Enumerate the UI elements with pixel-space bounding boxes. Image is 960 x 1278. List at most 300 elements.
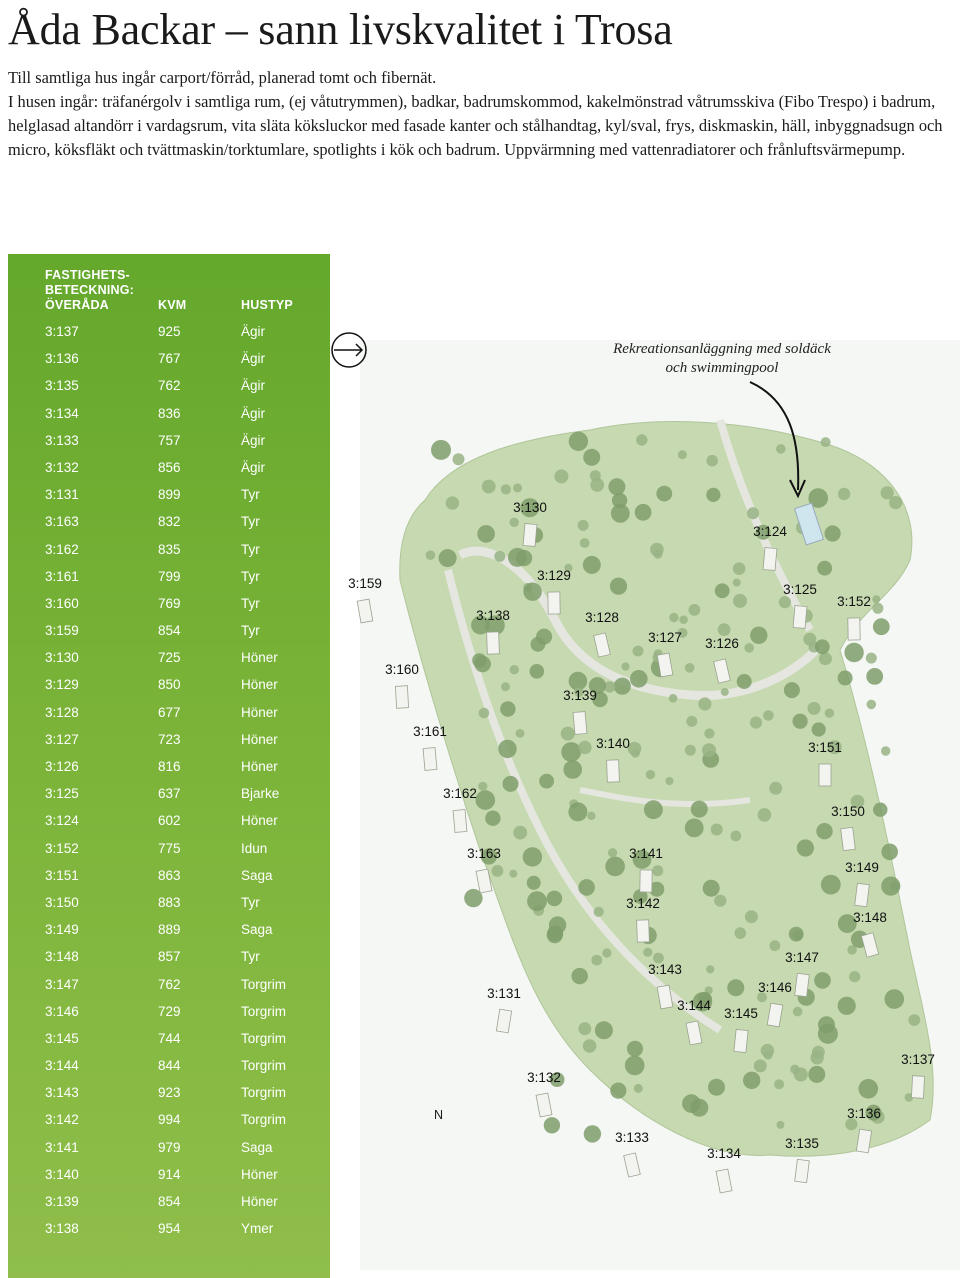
plot-label: 3:140 <box>596 736 630 751</box>
tree-mark <box>523 847 542 866</box>
tree-mark <box>477 525 495 543</box>
property-id: 3:152 <box>45 840 79 856</box>
tree-mark <box>530 664 545 679</box>
tree-mark <box>652 865 663 876</box>
table-row <box>8 481 330 508</box>
plot-label: 3:129 <box>537 568 571 583</box>
tree-mark <box>743 1072 760 1089</box>
house-mark <box>487 632 500 654</box>
tree-mark <box>561 727 575 741</box>
table-row <box>8 372 330 399</box>
property-id: 3:143 <box>45 1085 79 1101</box>
property-id: 3:151 <box>45 867 79 883</box>
house-type: Ymer <box>241 1221 274 1237</box>
house-mark <box>548 592 560 614</box>
house-type: Tyr <box>241 595 260 611</box>
tree-mark <box>476 790 496 810</box>
kvm-value: 602 <box>158 813 181 829</box>
kvm-value: 979 <box>158 1139 181 1155</box>
house-type: Torgrim <box>241 1058 287 1074</box>
plot-label: 3:138 <box>476 608 510 623</box>
house-mark <box>841 827 856 850</box>
house-type: Tyr <box>241 487 260 503</box>
page-title: Åda Backar – sann livskvalitet i Trosa <box>8 5 673 54</box>
table-row <box>8 1188 330 1215</box>
house-mark <box>795 973 810 996</box>
kvm-value: 854 <box>158 1194 181 1209</box>
property-id: 3:146 <box>45 1003 79 1019</box>
tree-mark <box>510 665 519 674</box>
tree-mark <box>634 1084 643 1093</box>
tree-mark <box>872 603 883 614</box>
property-id: 3:130 <box>45 650 79 666</box>
tree-mark <box>547 925 563 941</box>
kvm-value: 836 <box>158 405 181 421</box>
tree-mark <box>513 483 522 492</box>
tree-mark <box>744 643 754 653</box>
tree-mark <box>479 708 490 719</box>
tree-mark <box>630 670 648 688</box>
tree-mark <box>690 1099 708 1117</box>
tree-mark <box>633 646 644 657</box>
plot-label: 3:130 <box>513 500 547 515</box>
tree-mark <box>513 826 527 840</box>
tree-mark <box>784 682 800 698</box>
house-type: Höner <box>241 813 278 829</box>
tree-mark <box>578 520 589 531</box>
tree-mark <box>669 694 678 703</box>
table-row <box>8 862 330 889</box>
property-id: 3:144 <box>45 1058 79 1074</box>
kvm-value: 854 <box>158 623 181 639</box>
plot-label: 3:127 <box>648 630 682 645</box>
tree-mark <box>583 449 600 466</box>
plot-label: 3:159 <box>348 576 382 591</box>
house-mark <box>795 1159 810 1182</box>
tree-mark <box>733 579 741 587</box>
tree-mark <box>821 875 841 895</box>
intro-text <box>8 66 953 162</box>
tree-mark <box>815 639 830 654</box>
plot-label: 3:163 <box>467 846 501 861</box>
tree-mark <box>819 652 832 665</box>
tree-mark <box>873 803 887 817</box>
tree-mark <box>698 697 711 710</box>
tree-mark <box>643 948 652 957</box>
kvm-value: 856 <box>158 459 181 475</box>
tree-mark <box>610 1083 626 1099</box>
tree-mark <box>881 746 890 755</box>
house-type: Saga <box>241 867 273 883</box>
tree-mark <box>446 496 459 509</box>
house-type: Tyr <box>241 949 260 965</box>
kvm-value: 762 <box>158 378 181 394</box>
house-type: Torgrim <box>241 1030 287 1046</box>
tree-mark <box>838 997 856 1015</box>
tree-mark <box>770 940 781 951</box>
site-map <box>330 330 960 1278</box>
house-type: Idun <box>241 840 268 856</box>
tree-mark <box>594 907 604 917</box>
tree-mark <box>516 729 525 738</box>
tree-mark <box>554 469 568 483</box>
tree-mark <box>501 682 510 691</box>
tree-mark <box>706 455 718 467</box>
tree-mark <box>750 717 762 729</box>
tree-mark <box>873 618 890 635</box>
house-type: Tyr <box>241 514 260 530</box>
kvm-value: 954 <box>158 1221 181 1237</box>
tree-mark <box>763 710 774 721</box>
tree-mark <box>685 819 704 838</box>
tree-mark <box>808 1066 825 1083</box>
house-type: Tyr <box>241 568 260 584</box>
table-row <box>8 916 330 943</box>
plot-label: 3:162 <box>443 786 477 801</box>
tree-mark <box>812 722 826 736</box>
property-id: 3:149 <box>45 922 79 938</box>
table-row <box>8 943 330 970</box>
tree-mark <box>478 782 487 791</box>
plot-label: 3:148 <box>853 910 887 925</box>
house-mark <box>607 760 620 782</box>
kvm-value: 844 <box>158 1058 181 1074</box>
house-type: Ägir <box>241 432 266 448</box>
table-row <box>8 1025 330 1052</box>
tree-mark <box>730 831 741 842</box>
kvm-value: 857 <box>158 949 181 965</box>
plot-label: 3:144 <box>677 998 711 1013</box>
house-type: Tyr <box>241 623 260 639</box>
house-mark <box>573 712 587 735</box>
tree-mark <box>500 701 515 716</box>
tree-mark <box>474 656 491 673</box>
tree-mark <box>825 709 834 718</box>
property-id: 3:145 <box>45 1030 79 1046</box>
tree-mark <box>679 615 688 624</box>
recreation-note: Rekreationsanläggning med soldäck och swimmingpool <box>613 341 831 376</box>
tree-mark <box>646 770 655 779</box>
kvm-value: 762 <box>158 976 181 992</box>
table-row <box>8 889 330 916</box>
house-type: Ägir <box>241 351 266 367</box>
house-mark <box>640 870 652 892</box>
header-kvm: KVM <box>158 298 187 312</box>
property-id: 3:128 <box>45 704 79 720</box>
property-id: 3:135 <box>45 378 79 394</box>
tree-mark <box>590 470 601 481</box>
intro-line-2: I husen ingår: träfanérgolv i samtliga rum, (ej våtutrymmen), badkar, badrumskommod, kakelmönstrad våtrumsskiva (Fibo Trespo) i badrum, helglasad altandörr i vardagsrum, vita släta köksluckor med fasade kanter och stålhandtag, kyl/sval, frys, diskmaskin, häll, inbyggnadsugn och micro, köksfläkt och tvättmaskin/torktumlare, spotlights i kök och badrum. Uppvärmning med vattenradiatorer och frånluftsvärmepump. <box>8 92 943 159</box>
plot-label: 3:160 <box>385 662 419 677</box>
house-mark <box>395 686 408 709</box>
plot-label: 3:142 <box>626 896 660 911</box>
tree-mark <box>747 507 759 519</box>
header-property: FASTIGHETS- BETECKNING: ÖVERÅDA <box>45 268 135 312</box>
header-type: HUSTYP <box>241 298 293 312</box>
house-type: Ägir <box>241 324 266 339</box>
tree-mark <box>583 1039 597 1053</box>
tree-mark <box>610 578 627 595</box>
house-type: Höner <box>241 759 278 774</box>
house-mark <box>848 618 860 640</box>
tree-mark <box>706 965 714 973</box>
tree-mark <box>627 1041 643 1057</box>
house-type: Saga <box>241 1139 273 1155</box>
property-id: 3:148 <box>45 949 79 965</box>
plot-label: 3:131 <box>487 986 521 1001</box>
tree-mark <box>426 550 436 560</box>
house-type: Ägir <box>241 378 266 394</box>
plot-label: 3:137 <box>901 1052 935 1067</box>
kvm-value: 914 <box>158 1166 181 1182</box>
kvm-value: 744 <box>158 1030 181 1046</box>
tree-mark <box>583 556 601 574</box>
tree-mark <box>816 823 832 839</box>
tree-mark <box>587 812 595 820</box>
plot-label: 3:149 <box>845 860 879 875</box>
property-id: 3:126 <box>45 759 79 774</box>
tree-mark <box>793 1007 803 1017</box>
kvm-value: 637 <box>158 786 181 802</box>
house-type: Torgrim <box>241 976 287 992</box>
tree-mark <box>485 811 500 826</box>
kvm-value: 923 <box>158 1085 181 1101</box>
plot-label: 3:161 <box>413 724 447 739</box>
kvm-value: 775 <box>158 840 181 856</box>
tree-mark <box>776 1121 784 1129</box>
tree-mark <box>779 596 791 608</box>
house-type: Höner <box>241 677 278 693</box>
tree-mark <box>580 538 590 548</box>
tree-mark <box>508 548 527 567</box>
plot-label: 3:134 <box>707 1146 741 1161</box>
house-type: Ägir <box>241 459 266 475</box>
tree-mark <box>737 674 752 689</box>
compass-icon <box>330 330 370 370</box>
tree-mark <box>547 891 563 907</box>
house-mark <box>734 1029 748 1052</box>
tree-mark <box>866 668 883 685</box>
tree-mark <box>733 594 747 608</box>
property-id: 3:140 <box>45 1166 79 1182</box>
plot-label: 3:135 <box>785 1136 819 1151</box>
tree-mark <box>482 480 496 494</box>
tree-mark <box>825 525 841 541</box>
tree-mark <box>735 927 747 939</box>
tree-mark <box>531 637 546 652</box>
property-id: 3:131 <box>45 487 79 503</box>
tree-mark <box>614 678 631 695</box>
house-mark <box>793 606 807 629</box>
tree-mark <box>595 1021 613 1039</box>
property-id: 3:139 <box>45 1194 79 1209</box>
tree-mark <box>656 486 672 502</box>
tree-mark <box>561 742 581 762</box>
kvm-value: 835 <box>158 541 181 557</box>
plot-label: 3:133 <box>615 1130 649 1145</box>
house-mark <box>911 1076 924 1099</box>
kvm-value: 994 <box>158 1112 181 1128</box>
tree-mark <box>591 955 602 966</box>
tree-mark <box>727 979 744 996</box>
property-id: 3:127 <box>45 731 79 747</box>
house-type: Torgrim <box>241 1112 287 1128</box>
property-table <box>8 254 330 1278</box>
property-id: 3:159 <box>45 623 79 639</box>
table-row <box>8 1134 330 1161</box>
tree-mark <box>715 583 730 598</box>
tree-mark <box>881 844 898 861</box>
tree-mark <box>563 760 582 779</box>
plot-label: 3:146 <box>758 980 792 995</box>
plot-label: 3:147 <box>785 950 819 965</box>
house-type: Ägir <box>241 405 266 421</box>
property-id: 3:161 <box>45 568 79 584</box>
property-id: 3:129 <box>45 677 79 693</box>
tree-mark <box>774 1079 784 1089</box>
tree-mark <box>644 800 663 819</box>
tree-mark <box>702 743 716 757</box>
tree-mark <box>721 688 729 696</box>
property-id: 3:163 <box>45 514 79 530</box>
tree-mark <box>703 880 720 897</box>
tree-mark <box>769 782 782 795</box>
plot-label: 3:124 <box>753 524 787 539</box>
tree-mark <box>754 1059 767 1072</box>
table-row <box>8 807 330 834</box>
table-row <box>8 1106 330 1133</box>
tree-mark <box>821 437 831 447</box>
table-row <box>8 617 330 644</box>
kvm-value: 850 <box>158 677 181 693</box>
tree-mark <box>866 653 877 664</box>
table-row <box>8 563 330 590</box>
tree-mark <box>859 1079 879 1099</box>
property-id: 3:147 <box>45 976 79 992</box>
tree-mark <box>539 774 554 789</box>
property-id: 3:138 <box>45 1221 79 1237</box>
tree-mark <box>635 504 652 521</box>
house-mark <box>523 524 537 547</box>
tree-mark <box>814 972 831 989</box>
tree-mark <box>527 876 541 890</box>
table-row <box>8 699 330 726</box>
tree-mark <box>704 728 714 738</box>
table-row <box>8 590 330 617</box>
table-row <box>8 427 330 454</box>
house-type: Bjarke <box>241 786 280 802</box>
property-id: 3:142 <box>45 1112 79 1128</box>
property-id: 3:134 <box>45 405 79 421</box>
property-id: 3:162 <box>45 541 79 557</box>
tree-mark <box>578 879 595 896</box>
property-id: 3:136 <box>45 351 79 367</box>
tree-mark <box>666 777 674 785</box>
house-type: Höner <box>241 650 278 666</box>
tree-mark <box>761 1044 774 1057</box>
tree-mark <box>439 549 457 567</box>
tree-mark <box>578 1022 591 1035</box>
tree-mark <box>523 583 541 601</box>
kvm-value: 832 <box>158 514 181 530</box>
tree-mark <box>608 848 617 857</box>
tree-mark <box>503 776 519 792</box>
tree-mark <box>812 1046 825 1059</box>
table-row <box>8 753 330 780</box>
property-id: 3:150 <box>45 894 79 910</box>
tree-mark <box>844 643 863 662</box>
property-id: 3:160 <box>45 595 79 611</box>
tree-mark <box>718 623 731 636</box>
table-row <box>8 1161 330 1188</box>
tree-mark <box>492 865 504 877</box>
kvm-value: 925 <box>158 324 181 339</box>
tree-mark <box>501 484 511 494</box>
table-row <box>8 1079 330 1106</box>
kvm-value: 889 <box>158 922 181 938</box>
tree-mark <box>706 488 720 502</box>
tree-mark <box>611 504 630 523</box>
table-row <box>8 400 330 427</box>
tree-mark <box>750 627 767 644</box>
table-row <box>8 726 330 753</box>
tree-mark <box>818 1016 835 1033</box>
plot-label: 3:125 <box>783 582 817 597</box>
kvm-value: 816 <box>158 759 181 774</box>
tree-mark <box>872 595 880 603</box>
tree-mark <box>838 488 850 500</box>
tree-mark <box>881 877 900 896</box>
kvm-value: 725 <box>158 650 181 666</box>
house-type: Tyr <box>241 894 260 910</box>
tree-mark <box>544 1117 560 1133</box>
tree-mark <box>572 968 588 984</box>
tree-mark <box>745 910 758 923</box>
tree-mark <box>838 671 853 686</box>
tree-mark <box>510 518 519 527</box>
table-row <box>8 1052 330 1079</box>
plot-label: 3:150 <box>831 804 865 819</box>
table-row <box>8 536 330 563</box>
tree-mark <box>453 453 465 465</box>
table-row <box>8 971 330 998</box>
house-type: Tyr <box>241 541 260 557</box>
house-type: Höner <box>241 1194 278 1209</box>
tree-mark <box>849 971 860 982</box>
plot-label: 3:141 <box>629 846 663 861</box>
tree-mark <box>431 440 451 460</box>
table-row <box>8 780 330 807</box>
kvm-value: 757 <box>158 432 181 448</box>
kvm-value: 863 <box>158 867 181 883</box>
north-label: N <box>434 1108 444 1122</box>
table-row <box>8 1215 330 1242</box>
tree-mark <box>527 891 547 911</box>
kvm-value: 723 <box>158 731 181 747</box>
kvm-value: 677 <box>158 704 181 720</box>
tree-mark <box>602 948 611 957</box>
tree-mark <box>686 716 697 727</box>
kvm-value: 769 <box>158 595 181 611</box>
table-row <box>8 345 330 372</box>
house-mark <box>763 548 777 571</box>
tree-mark <box>908 1014 920 1026</box>
property-id: 3:133 <box>45 432 79 448</box>
table-row <box>8 671 330 698</box>
property-id: 3:132 <box>45 459 79 475</box>
tree-mark <box>776 444 786 454</box>
tree-mark <box>650 543 664 557</box>
